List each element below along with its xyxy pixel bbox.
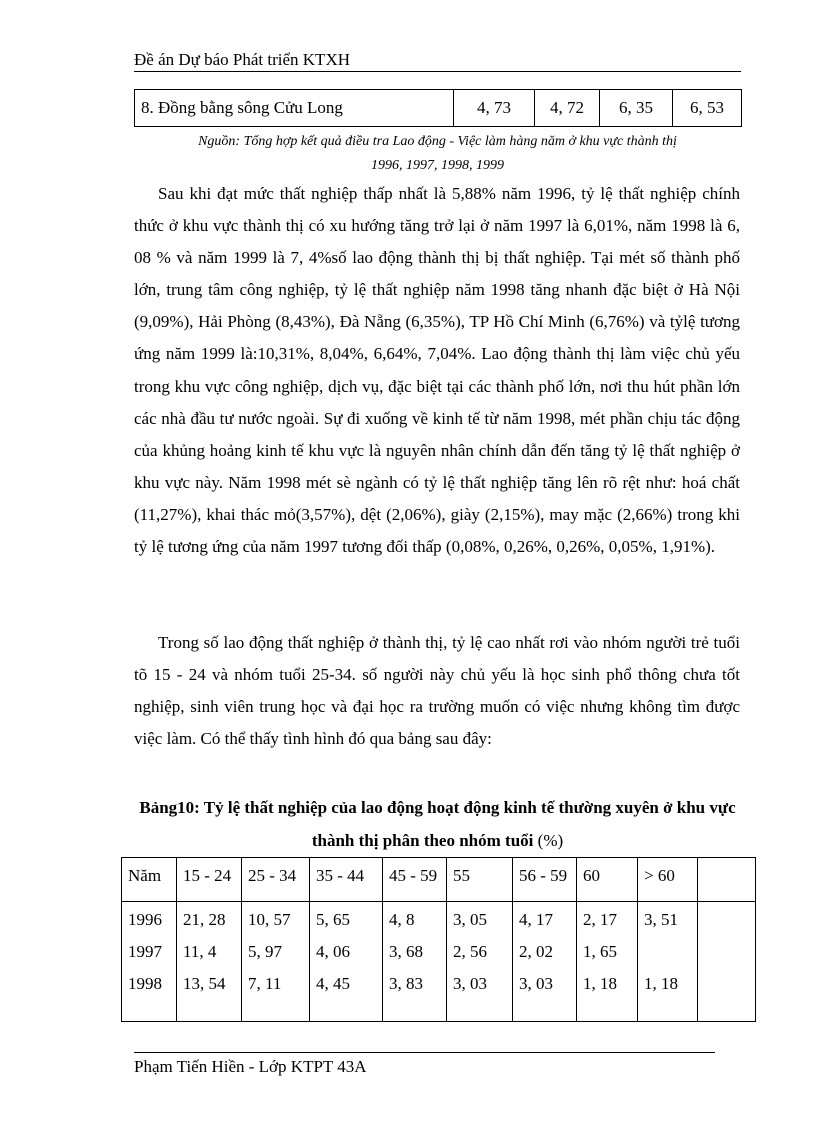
table-cell: 10, 57 5, 97 7, 11 bbox=[242, 901, 310, 1021]
page-footer: Phạm Tiến Hiền - Lớp KTPT 43A bbox=[134, 1052, 715, 1078]
source-line-1: Nguồn: Tổng hợp kết quả điều tra Lao động - Việc làm hàng năm ở khu vực thành thị bbox=[198, 134, 677, 149]
table-cell: 21, 28 11, 4 13, 54 bbox=[177, 901, 242, 1021]
table-cell: 4, 8 3, 68 3, 83 bbox=[383, 901, 447, 1021]
table-cell: 4, 72 bbox=[535, 90, 600, 127]
paragraph-youth-unemployment bbox=[134, 627, 740, 755]
header-cell: 35 - 44 bbox=[310, 858, 383, 902]
table-cell bbox=[698, 901, 756, 1021]
table-title-unit: (%) bbox=[537, 831, 564, 850]
table-cell: 3, 51 1, 18 bbox=[638, 901, 698, 1021]
source-note bbox=[134, 130, 741, 178]
table-cell: 2, 17 1, 65 1, 18 bbox=[577, 901, 638, 1021]
source-line-2: 1996, 1997, 1998, 1999 bbox=[371, 158, 504, 173]
paragraph-text: Trong số lao động thất nghiệp ở thành thị, tỷ lệ cao nhất rơi vào nhóm người trẻ tuổi tõ 15 - 24 và nhóm tuổi 25-34. số người này chủ yếu là học sinh phổ thông chưa tốt nghiệp, sinh viên trung học và đại học ra trường muốn có việc nhưng không tìm được việc làm. Có thể thấy tình hình đó qua bảng sau đây: bbox=[134, 633, 740, 749]
year-cell: 1996 1997 1998 bbox=[122, 901, 177, 1021]
table-cell: 6, 53 bbox=[673, 90, 742, 127]
header-cell: > 60 bbox=[638, 858, 698, 902]
header-cell bbox=[698, 858, 756, 902]
unemployment-by-age-table bbox=[121, 857, 756, 1022]
header-cell: Năm bbox=[122, 858, 177, 902]
table-cell: 4, 73 bbox=[454, 90, 535, 127]
region-table bbox=[134, 89, 742, 127]
table-cell: 3, 05 2, 56 3, 03 bbox=[447, 901, 513, 1021]
header-cell: 25 - 34 bbox=[242, 858, 310, 902]
paragraph-unemployment-trend bbox=[134, 178, 740, 563]
table-title-text: Bảng10: Tỷ lệ thất nghiệp của lao động hoạt động kinh tế thường xuyên ở khu vực thành thị phân theo nhóm tuổi bbox=[139, 798, 736, 850]
table-row bbox=[122, 901, 756, 1021]
header-cell: 60 bbox=[577, 858, 638, 902]
table-row bbox=[135, 90, 742, 127]
header-cell: 55 bbox=[447, 858, 513, 902]
header-cell: 56 - 59 bbox=[513, 858, 577, 902]
header-cell: 45 - 59 bbox=[383, 858, 447, 902]
header-cell: 15 - 24 bbox=[177, 858, 242, 902]
region-name: 8. Đồng bằng sông Cửu Long bbox=[135, 90, 454, 127]
table-cell: 4, 17 2, 02 3, 03 bbox=[513, 901, 577, 1021]
table-cell: 5, 65 4, 06 4, 45 bbox=[310, 901, 383, 1021]
page-header: Đề án Dự báo Phát triển KTXH bbox=[134, 50, 741, 72]
table-cell: 6, 35 bbox=[600, 90, 673, 127]
table-title bbox=[134, 791, 741, 857]
table-header-row bbox=[122, 858, 756, 902]
paragraph-text: Sau khi đạt mức thất nghiệp thấp nhất là 5,88% năm 1996, tỷ lệ thất nghiệp chính thức ở khu vực thành thị có xu hướng tăng trở lại ở năm 1997 là 6,01%, năm 1998 là 6, 08 % và năm 1999 là 7, 4%số lao động thành thị bị thất nghiệp. Tại mét số thành phố lớn, trung tâm công nghiệp, tỷ lệ thất nghiệp năm 1998 tăng nhanh đặc biệt ở Hà Nội (9,09%), Hải Phòng (8,43%), Đà Nẵng (6,35%), TP Hồ Chí Minh (6,76%) và tỷlệ tương ứng năm 1999 là:10,31%, 8,04%, 6,64%, 7,04%. Lao động thành thị làm việc chủ yếu trong khu vực công nghiệp, dịch vụ, đặc biệt tại các thành phố lớn, nơi thu hút phần lớn các nhà đầu tư nước ngoài. Sự đi xuống về kinh tế từ năm 1998, mét phần chịu tác động của khủng hoảng kinh tế khu vực là nguyên nhân chính dẫn đến tăng tỷ lệ thất nghiệp ở khu vực này. Năm 1998 mét sè ngành có tỷ lệ thất nghiệp tăng lên rõ rệt như: hoá chất (11,27%), khai thác mỏ(3,57%), dệt (2,06%), giày (2,15%), may mặc (2,66%) trong khi tỷ lệ tương ứng của năm 1997 tương đối thấp (0,08%, 0,26%, 0,26%, 0,05%, 1,91%). bbox=[134, 184, 740, 557]
